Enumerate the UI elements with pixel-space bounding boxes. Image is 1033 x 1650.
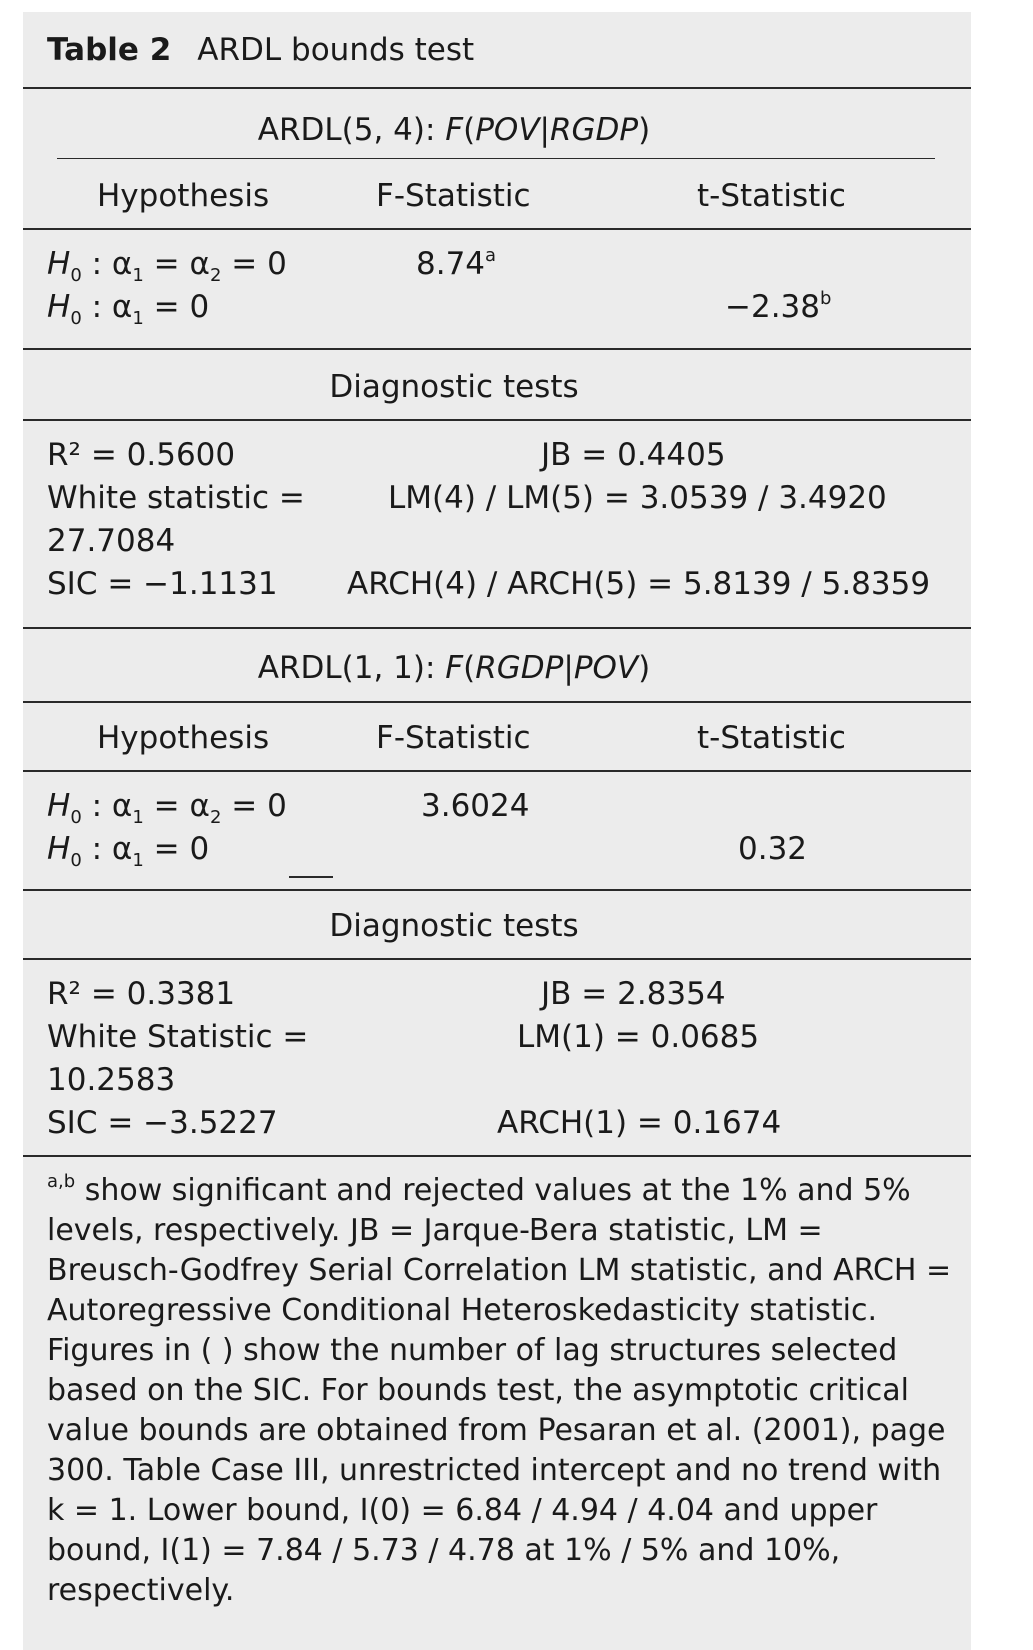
section1-row1-hypothesis: $H_0$ : $\alpha_1 = \alpha_2 = 0$ xyxy=(47,246,287,286)
section2-diag-jb: JB = 2.8354 xyxy=(541,976,726,1012)
footnote-text: show significant and rejected values at the 1% and 5% levels, respectively. JB = Jarque-Bera statistic, LM = Breusch-Godfrey Serial Correlation LM statistic, and ARCH = Autoregressive Conditional Heteroskedasticity statistic. Figures in ( ) show the number of lag structures selected based on the SIC. For bounds test, the asymptotic critical value bounds are obtained from Pesaran et al. (2001), page 300. Table Case III, unrestricted intercept and no trend with k = 1. Lower bound, I(0) = 6.84 / 4.94 / 4.04 and upper bound, I(1) = 7.84 / 5.73 / 4.78 at 1% / 5% and 10%, respectively. xyxy=(47,1173,952,1608)
rule-top xyxy=(23,87,971,89)
section2-diag-arch: ARCH(1) = 0.1674 xyxy=(497,1105,782,1141)
section1-diag-white-label: White statistic = xyxy=(47,480,305,516)
section1-model-header: ARDL(5, 4): F(POV|RGDP) xyxy=(257,112,651,148)
section2-row2-t-value: 0.32 xyxy=(738,831,808,867)
section1-diag-jb: JB = 0.4405 xyxy=(541,437,726,473)
rule-short-mark xyxy=(289,876,333,878)
table-footnote xyxy=(47,1171,957,1611)
rule-header2 xyxy=(23,770,971,772)
section2-header-f-statistic: F-Statistic xyxy=(376,720,531,756)
table-label: Table 2 xyxy=(47,32,172,68)
rule-diag1 xyxy=(23,419,971,421)
section2-diag-white-value: 10.2583 xyxy=(47,1062,176,1098)
section2-header-t-statistic: t-Statistic xyxy=(697,720,846,756)
rule-rows2 xyxy=(23,889,971,891)
section2-row1-hypothesis: $H_0$ : $\alpha_1 = \alpha_2 = 0$ xyxy=(47,788,287,828)
section1-diag-arch: ARCH(4) / ARCH(5) = 5.8139 / 5.8359 xyxy=(347,566,931,602)
section1-row2-t-value: −2.38$^b$ xyxy=(725,288,832,325)
section2-row2-hypothesis: $H_0$ : $\alpha_1 = 0$ xyxy=(47,831,210,871)
section1-row1-f-value: 8.74$^a$ xyxy=(416,245,497,282)
section1-header-f-statistic: F-Statistic xyxy=(376,178,531,214)
section2-diagnostic-title: Diagnostic tests xyxy=(329,908,579,944)
section2-diag-lm: LM(1) = 0.0685 xyxy=(517,1019,760,1055)
section2-row1-f-value: 3.6024 xyxy=(421,788,530,824)
section1-row2-hypothesis: $H_0$ : $\alpha_1 = 0$ xyxy=(47,289,210,329)
table-panel xyxy=(23,12,971,1650)
section1-diag-white-value: 27.7084 xyxy=(47,523,176,559)
rule-section1-end xyxy=(23,627,971,629)
section2-diag-sic: SIC = −3.5227 xyxy=(47,1105,278,1141)
section2-model-header: ARDL(1, 1): F(RGDP|POV) xyxy=(257,650,651,686)
rule-header1 xyxy=(23,228,971,230)
section2-header-hypothesis: Hypothesis xyxy=(97,720,270,756)
section1-diag-r2: R² = 0.5600 xyxy=(47,437,236,473)
footnote-marks: a,b xyxy=(47,1171,76,1192)
rule-model2 xyxy=(23,701,971,703)
table-title: ARDL bounds test xyxy=(197,32,475,68)
section1-diag-sic: SIC = −1.1131 xyxy=(47,566,278,602)
section1-header-hypothesis: Hypothesis xyxy=(97,178,270,214)
rule-section2-end xyxy=(23,1155,971,1157)
section2-diag-white-label: White Statistic = xyxy=(47,1019,309,1055)
rule-rows1 xyxy=(23,348,971,350)
section2-diag-r2: R² = 0.3381 xyxy=(47,976,236,1012)
rule-diag2 xyxy=(23,958,971,960)
rule-model1 xyxy=(57,158,935,159)
section1-header-t-statistic: t-Statistic xyxy=(697,178,846,214)
section1-diag-lm: LM(4) / LM(5) = 3.0539 / 3.4920 xyxy=(388,480,887,516)
section1-diagnostic-title: Diagnostic tests xyxy=(329,369,579,405)
table-caption xyxy=(47,28,474,72)
